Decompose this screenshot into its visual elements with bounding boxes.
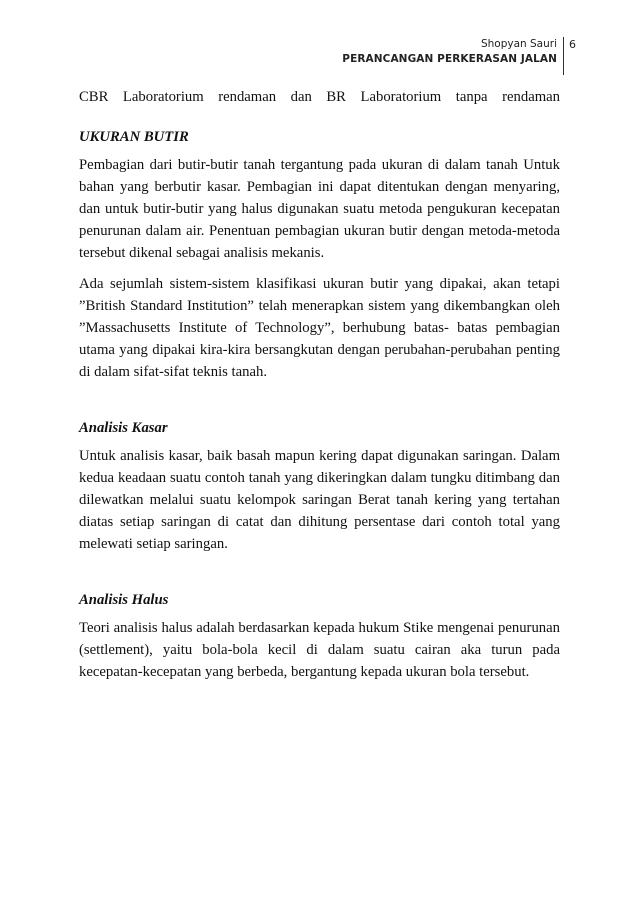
- intro-line: CBR Laboratorium rendaman dan BR Laboratorium tanpa rendaman: [79, 89, 560, 105]
- page-number: 6: [569, 38, 576, 51]
- header-author: Shopyan Sauri: [480, 38, 557, 50]
- header-text-block: [342, 37, 564, 75]
- page-content: [79, 86, 560, 683]
- paragraph-ukuran-butir-1: Pembagian dari butir-butir tanah tergantung pada ukuran di dalam tanah Untuk bahan yang berbutir kasar. Pembagian ini dapat ditentukan dengan menyaring, dan untuk butir-butir yang halus digunakan suatu metoda pengukuran kecepatan penurunan dalam air. Penentuan pembagian ukuran butir dengan metoda-metoda tersebut dikenal sebagai analisis mekanis.: [79, 157, 560, 261]
- page-header: [342, 37, 576, 77]
- paragraph-analisis-kasar: Untuk analisis kasar, baik basah mapun kering dapat digunakan saringan. Dalam kedua keadaan suatu contoh tanah yang dikeringkan dalam tungku ditimbang dan dilewatkan melalui suatu kelompok saringan Berat tanah kering yang tertahan diatas setiap saringan di catat dan dihitung persentase dari contoh total yang melewati setiap saringan.: [79, 448, 560, 552]
- heading-ukuran-butir: UKURAN BUTIR: [79, 129, 189, 145]
- paragraph-ukuran-butir-2: Ada sejumlah sistem-sistem klasifikasi ukuran butir yang dipakai, akan tetapi ”British Standard Institution” telah menerapkan sistem yang dikembangkan oleh ”Massachusetts Institute of Technology”, berhubung batas- batas pembagian utama yang dipakai kira-kira bersangkutan dengan perubahan-perubahan penting di dalam sifat-sifat teknis tanah.: [79, 276, 560, 380]
- heading-analisis-kasar: Analisis Kasar: [79, 420, 168, 436]
- header-title: PERANCANGAN PERKERASAN JALAN: [342, 53, 557, 65]
- heading-analisis-halus: Analisis Halus: [79, 592, 169, 608]
- paragraph-analisis-halus: Teori analisis halus adalah berdasarkan kepada hukum Stike mengenai penurunan (settlement), yaitu bola-bola kecil di dalam suatu cairan aka turun pada kecepatan-kecepatan yang berbeda, bergantung kepada ukuran bola tersebut.: [79, 620, 560, 680]
